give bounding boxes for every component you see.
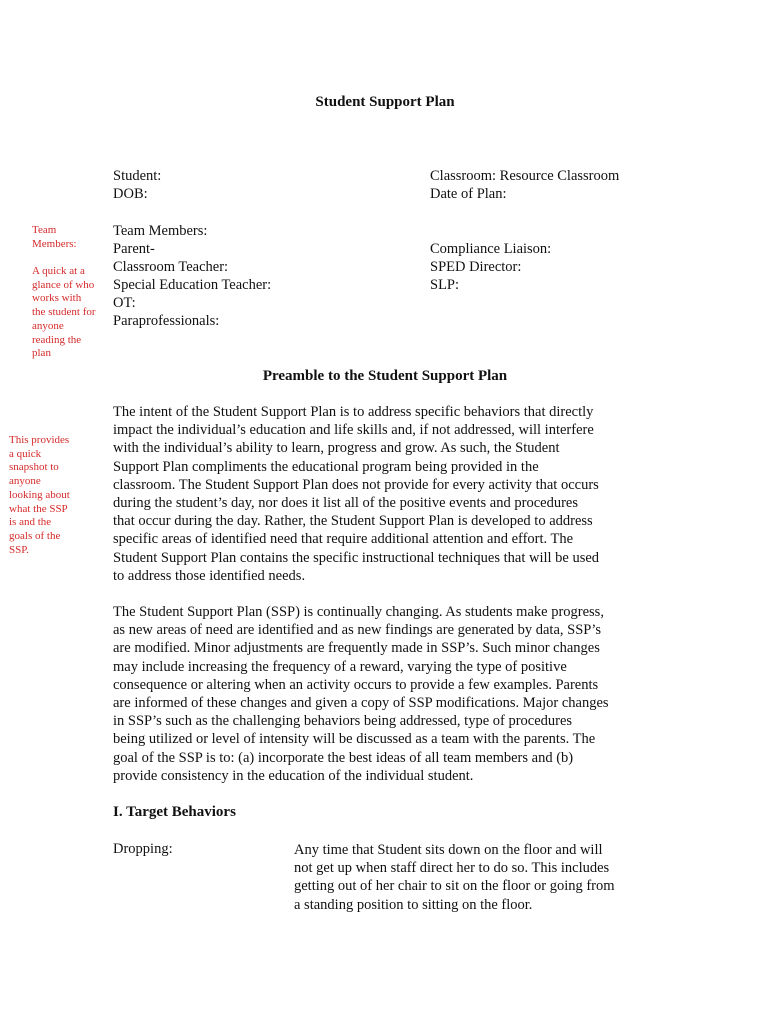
note-line: anyone bbox=[32, 319, 64, 332]
paragraph-line: goal of the SSP is to: (a) incorporate the best ideas of all team members and (b) bbox=[113, 749, 574, 766]
note-line: SSP. bbox=[9, 543, 29, 556]
paragraph-line: provide consistency in the education of the individual student. bbox=[113, 767, 474, 784]
section-title-target-behaviors: I. Target Behaviors bbox=[113, 804, 236, 820]
note-line: works with bbox=[32, 292, 82, 305]
team-members-left bbox=[113, 222, 271, 330]
special-education-teacher-label: Special Education Teacher: bbox=[113, 277, 272, 293]
team-members-heading: Team Members: bbox=[113, 223, 208, 239]
page-title: Student Support Plan bbox=[315, 94, 455, 110]
ot-label: OT: bbox=[113, 295, 136, 311]
paragraph-line: The Student Support Plan (SSP) is continually changing. As students make progress, bbox=[113, 604, 604, 620]
behavior-description bbox=[294, 841, 664, 914]
paragraph-line: consequence or altering when an activity occurs to provide a few examples. Parents bbox=[113, 676, 599, 693]
classroom-label: Classroom: Resource Classroom bbox=[430, 168, 620, 184]
note-line: the student for bbox=[32, 306, 96, 319]
paragraph-line: classroom. The Student Support Plan does not provide for every activity that occurs bbox=[113, 476, 599, 493]
paragraph-line: impact the individual’s education and life skills and, if not addressed, will interfere bbox=[113, 422, 594, 439]
paragraph-line: to address those identified needs. bbox=[113, 567, 306, 584]
note-line: looking about bbox=[9, 488, 70, 501]
preamble-paragraph-1 bbox=[113, 403, 673, 585]
student-label: Student: bbox=[113, 168, 162, 184]
paraprofessionals-label: Paraprofessionals: bbox=[113, 313, 220, 329]
preamble-paragraph-2 bbox=[113, 603, 673, 785]
note-team-body bbox=[32, 265, 96, 361]
paragraph-line: being utilized or level of intensity will be discussed as a team with the parents. The bbox=[113, 731, 596, 748]
note-line: plan bbox=[32, 347, 51, 360]
paragraph-line: The intent of the Student Support Plan is to address specific behaviors that directly bbox=[113, 404, 594, 420]
description-line: Any time that Student sits down on the floor and will bbox=[294, 842, 603, 858]
classroom-teacher-label: Classroom Teacher: bbox=[113, 259, 229, 275]
paragraph-line: Student Support Plan contains the specific instructional techniques that will be used bbox=[113, 549, 600, 566]
slp-label: SLP: bbox=[430, 277, 460, 293]
note-team-heading bbox=[32, 224, 77, 251]
sped-director-label: SPED Director: bbox=[430, 259, 522, 275]
note-line: anyone bbox=[9, 475, 41, 488]
behavior-label: Dropping: bbox=[113, 841, 173, 857]
team-members-right bbox=[430, 240, 551, 294]
date-of-plan-label: Date of Plan: bbox=[430, 186, 507, 202]
note-line: is and the bbox=[9, 516, 52, 529]
paragraph-line: as new areas of need are identified and as new findings are generated by data, SSP’s bbox=[113, 622, 601, 639]
note-line: This provides bbox=[9, 434, 70, 446]
paragraph-line: in SSP’s such as the challenging behaviors being addressed, type of procedures bbox=[113, 713, 573, 730]
note-line: glance of who bbox=[32, 278, 95, 291]
note-line: what the SSP bbox=[9, 502, 68, 515]
description-line: not get up when staff direct her to do so. This includes bbox=[294, 860, 610, 877]
note-line: snapshot to bbox=[9, 461, 59, 474]
student-info-right bbox=[430, 167, 619, 203]
note-line: Members: bbox=[32, 237, 77, 250]
note-line: Team bbox=[32, 224, 57, 236]
paragraph-line: may include increasing the frequency of a reward, varying the type of positive bbox=[113, 658, 567, 675]
paragraph-line: specific areas of identified need that require additional attention and effort. The bbox=[113, 531, 574, 548]
paragraph-line: during the student’s day, nor does it list all of the positive events and procedures bbox=[113, 495, 578, 512]
preamble-title: Preamble to the Student Support Plan bbox=[262, 368, 508, 384]
paragraph-line: are modified. Minor adjustments are frequently made in SSP’s. Such minor changes bbox=[113, 640, 600, 657]
note-line: reading the bbox=[32, 333, 82, 346]
note-snapshot bbox=[9, 434, 70, 557]
compliance-liaison-label: Compliance Liaison: bbox=[430, 241, 552, 257]
paragraph-line: Support Plan compliments the educational program being provided in the bbox=[113, 458, 539, 475]
note-line: A quick at a bbox=[32, 265, 85, 277]
paragraph-line: are informed of these changes and given a copy of SSP modifications. Major changes bbox=[113, 695, 609, 712]
paragraph-line: with the individual’s ability to learn, progress and grow. As such, the Student bbox=[113, 440, 560, 457]
paragraph-line: that occur during the day. Rather, the Student Support Plan is developed to address bbox=[113, 513, 593, 530]
note-line: goals of the bbox=[9, 529, 61, 542]
note-line: a quick bbox=[9, 447, 42, 460]
parent-label: Parent- bbox=[113, 241, 155, 257]
description-line: a standing position to sitting on the floor. bbox=[294, 896, 533, 913]
dob-label: DOB: bbox=[113, 186, 148, 202]
description-line: getting out of her chair to sit on the floor or going from bbox=[294, 878, 615, 895]
student-info-left bbox=[113, 167, 161, 203]
